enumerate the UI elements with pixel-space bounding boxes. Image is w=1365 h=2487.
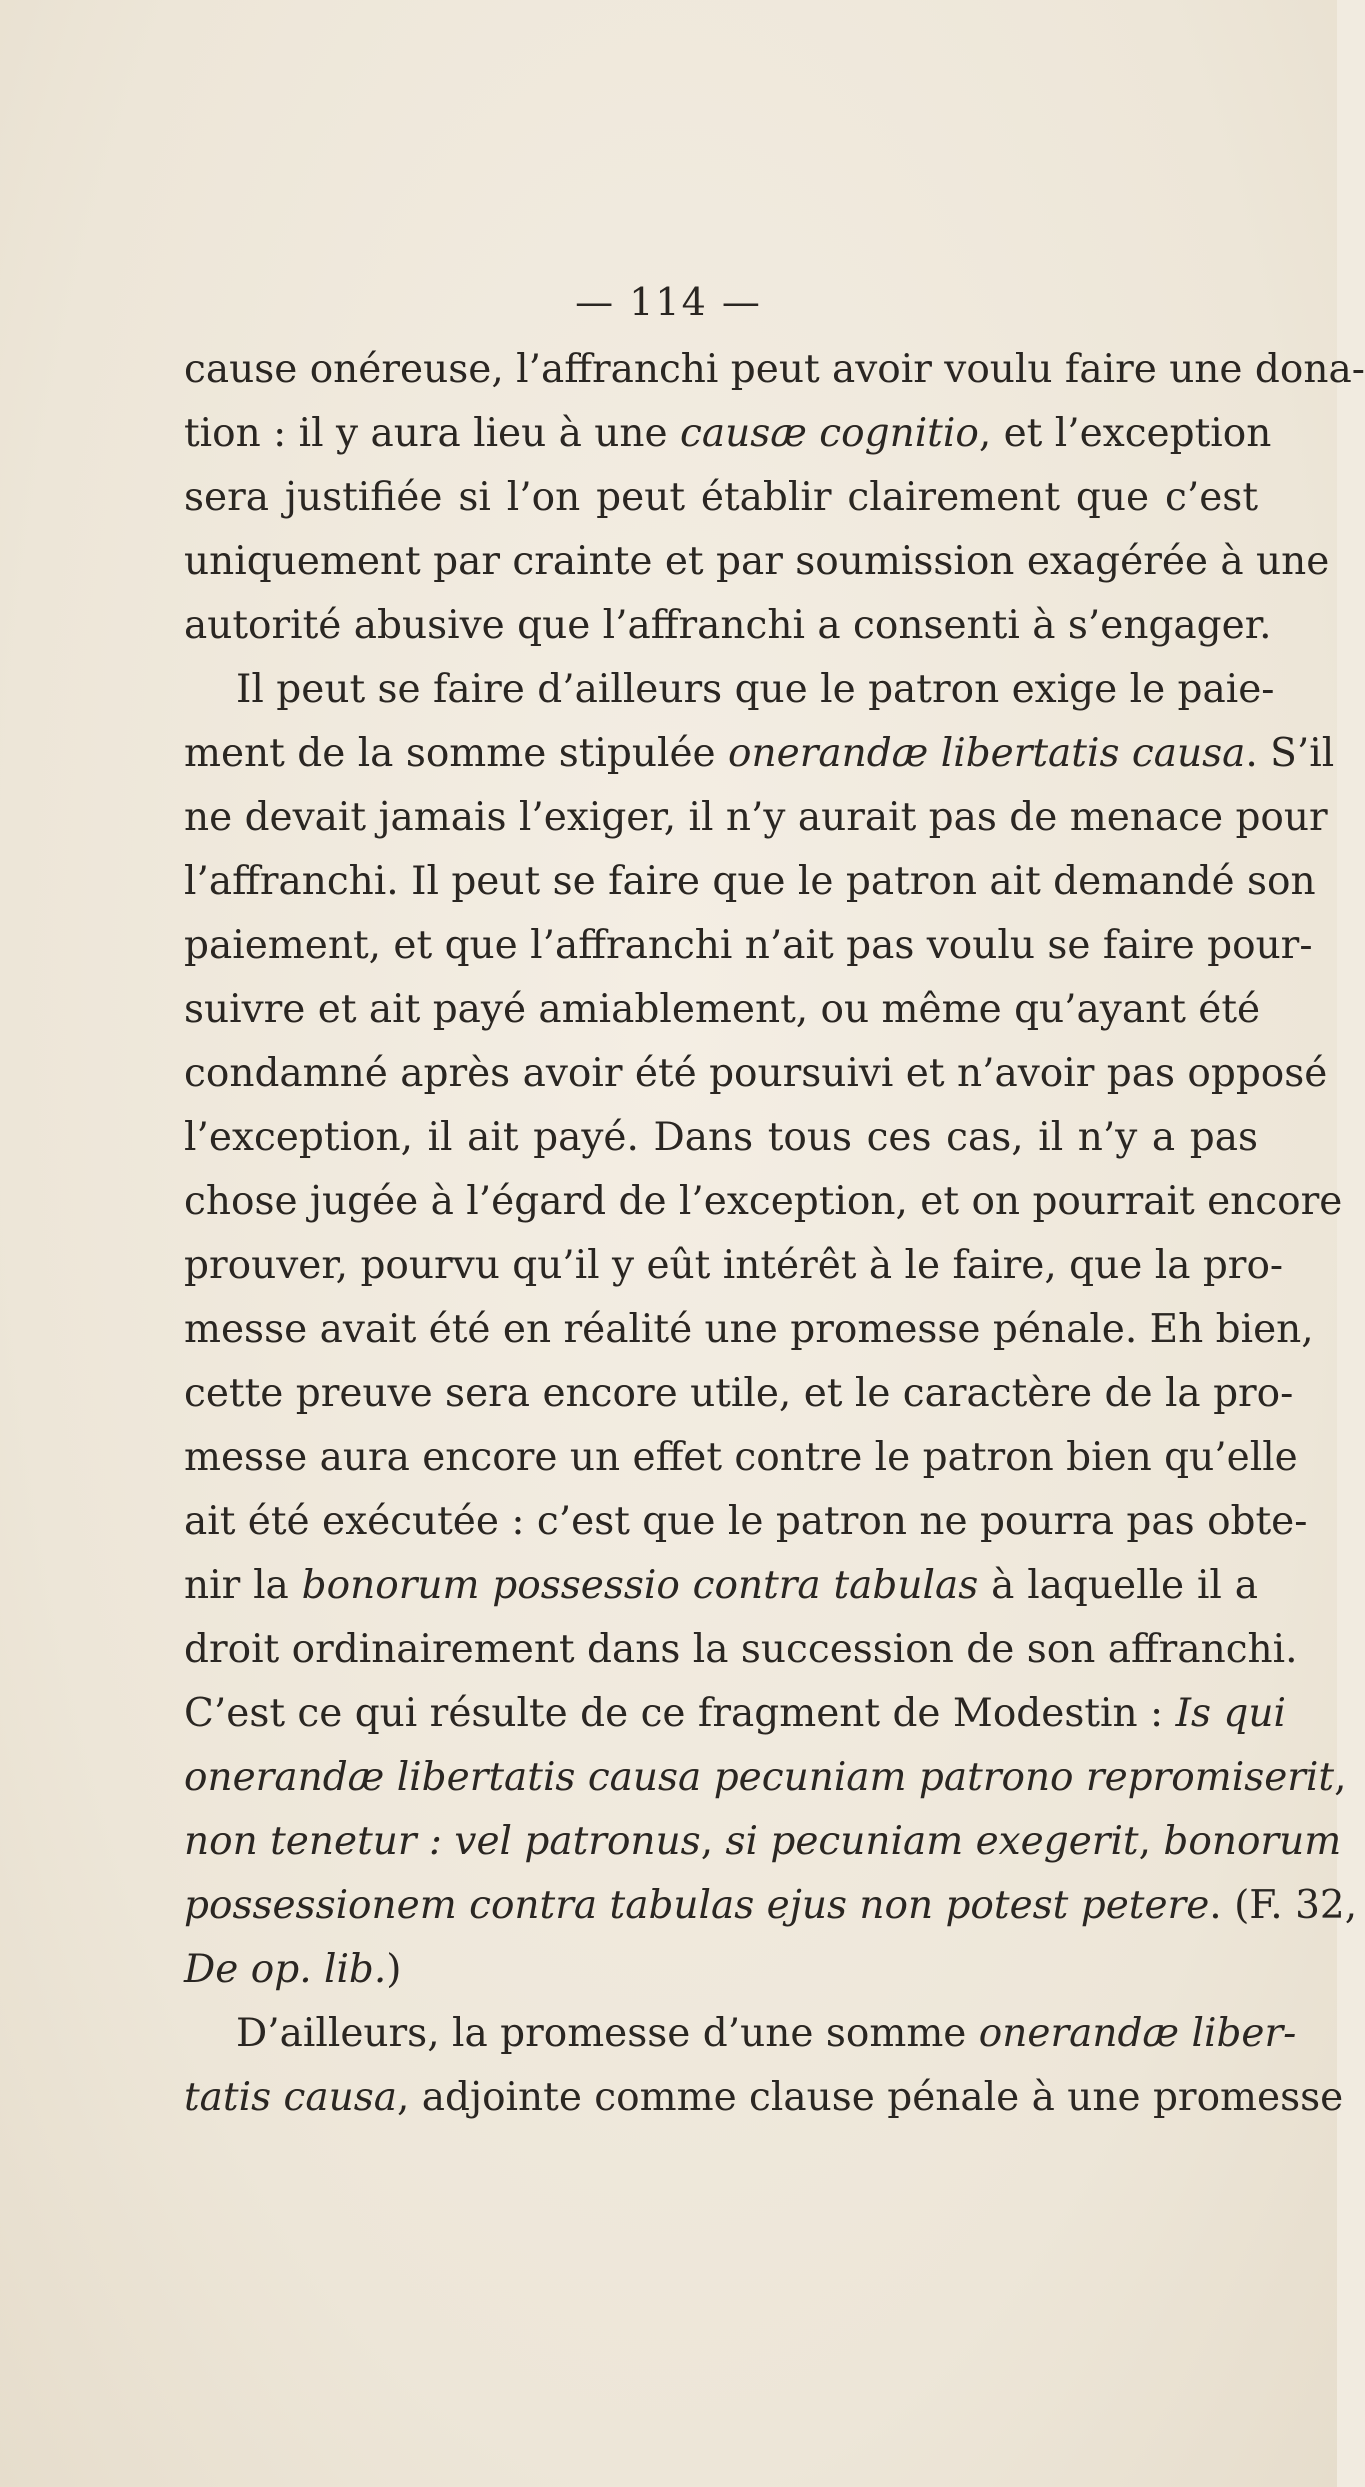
text-run: autorité abusive que l’affranchi a consenti à s’engager. bbox=[184, 603, 1272, 648]
text-line bbox=[184, 1234, 1284, 1298]
text-run: messe avait été en réalité une promesse pénale. Eh bien, bbox=[184, 1307, 1314, 1352]
text-run: tion : il y aura lieu à une bbox=[184, 411, 681, 456]
text-run: prouver, pourvu qu’il y eût intérêt à le faire, que la pro- bbox=[184, 1243, 1284, 1288]
text-line bbox=[184, 530, 1330, 594]
text-run: , bbox=[700, 1819, 726, 1864]
italic-text-run: bonorum bbox=[1163, 1819, 1342, 1864]
text-run: ne devait jamais l’exiger, il n’y aurait pas de menace pour bbox=[184, 795, 1328, 840]
text-run: l’exception, il ait payé. Dans tous ces cas, il n’y a pas bbox=[184, 1115, 1258, 1160]
text-line bbox=[184, 338, 1365, 402]
text-run: uniquement par crainte et par soumission exagérée à une bbox=[184, 539, 1330, 584]
text-run: ment de la somme stipulée bbox=[184, 731, 729, 776]
text-line bbox=[184, 914, 1313, 978]
text-run: , bbox=[1138, 1819, 1164, 1864]
text-line bbox=[184, 402, 1272, 466]
text-run: , et l’exception bbox=[978, 411, 1272, 456]
text-line bbox=[184, 1810, 1342, 1874]
text-run: nir la bbox=[184, 1563, 302, 1608]
text-run: , adjointe comme clause pénale à une promesse bbox=[396, 2075, 1344, 2120]
text-run: à laquelle il a bbox=[978, 1563, 1259, 1608]
text-line bbox=[184, 722, 1335, 786]
italic-text-run: non tenetur : vel patronus bbox=[184, 1819, 701, 1864]
text-run: sera justifiée si l’on peut établir clairement que c’est bbox=[184, 475, 1258, 520]
text-line bbox=[184, 1106, 1258, 1170]
text-line bbox=[184, 1490, 1308, 1554]
text-line bbox=[184, 1682, 1286, 1746]
text-run: . S’il bbox=[1245, 731, 1335, 776]
italic-text-run: onerandæ libertatis causa pecuniam patrono repromiserit bbox=[184, 1755, 1335, 1800]
text-line bbox=[184, 978, 1261, 1042]
text-line bbox=[184, 1170, 1343, 1234]
text-line bbox=[184, 2066, 1344, 2130]
text-line bbox=[184, 466, 1258, 530]
body-text bbox=[184, 338, 1365, 2130]
italic-text-run: possessionem contra tabulas ejus non potest petere bbox=[184, 1883, 1210, 1928]
text-line bbox=[184, 1938, 1258, 2002]
italic-text-run: onerandæ liber- bbox=[978, 2011, 1297, 2056]
text-run: cette preuve sera encore utile, et le caractère de la pro- bbox=[184, 1371, 1294, 1416]
text-run: l’affranchi. Il peut se faire que le patron ait demandé son bbox=[184, 859, 1316, 904]
italic-text-run: causæ cognitio bbox=[680, 411, 979, 456]
text-line bbox=[184, 1746, 1347, 1810]
text-run: C’est ce qui résulte de ce fragment de Modestin : bbox=[184, 1691, 1176, 1736]
text-run: ) bbox=[386, 1947, 402, 1992]
text-run: Il peut se faire d’ailleurs que le patron exige le paie- bbox=[236, 667, 1275, 712]
text-run: messe aura encore un effet contre le patron bien qu’elle bbox=[184, 1435, 1298, 1480]
text-line bbox=[184, 2002, 1297, 2066]
page-number: — 114 — bbox=[575, 280, 762, 324]
text-run: , bbox=[1334, 1755, 1347, 1800]
text-line bbox=[184, 1554, 1258, 1618]
text-run: cause onéreuse, l’affranchi peut avoir voulu faire une dona- bbox=[184, 347, 1365, 392]
text-line bbox=[184, 1362, 1294, 1426]
text-line bbox=[184, 850, 1316, 914]
text-run: suivre et ait payé amiablement, ou même qu’ayant été bbox=[184, 987, 1261, 1032]
italic-text-run: onerandæ libertatis causa bbox=[728, 731, 1246, 776]
italic-text-run: tatis causa bbox=[184, 2075, 397, 2120]
text-run: chose jugée à l’égard de l’exception, et on pourrait encore bbox=[184, 1179, 1343, 1224]
text-line bbox=[184, 1618, 1298, 1682]
text-line bbox=[184, 658, 1275, 722]
text-line bbox=[184, 1874, 1358, 1938]
text-line bbox=[184, 1426, 1298, 1490]
text-run: condamné après avoir été poursuivi et n’avoir pas opposé bbox=[184, 1051, 1328, 1096]
text-line bbox=[184, 1298, 1314, 1362]
italic-text-run: Is qui bbox=[1175, 1691, 1286, 1736]
italic-text-run: bonorum possessio contra tabulas bbox=[301, 1563, 979, 1608]
text-run: ait été exécutée : c’est que le patron ne pourra pas obte- bbox=[184, 1499, 1308, 1544]
text-run: D’ailleurs, la promesse d’une somme bbox=[236, 2011, 979, 2056]
italic-text-run: De op. lib. bbox=[184, 1947, 387, 1992]
text-line bbox=[184, 786, 1328, 850]
text-run: . (F. 32, bbox=[1209, 1883, 1358, 1928]
text-run: paiement, et que l’affranchi n’ait pas voulu se faire pour- bbox=[184, 923, 1313, 968]
italic-text-run: si pecuniam exegerit bbox=[725, 1819, 1139, 1864]
text-run: droit ordinairement dans la succession de son affranchi. bbox=[184, 1627, 1298, 1672]
text-line bbox=[184, 594, 1272, 658]
text-line bbox=[184, 1042, 1328, 1106]
